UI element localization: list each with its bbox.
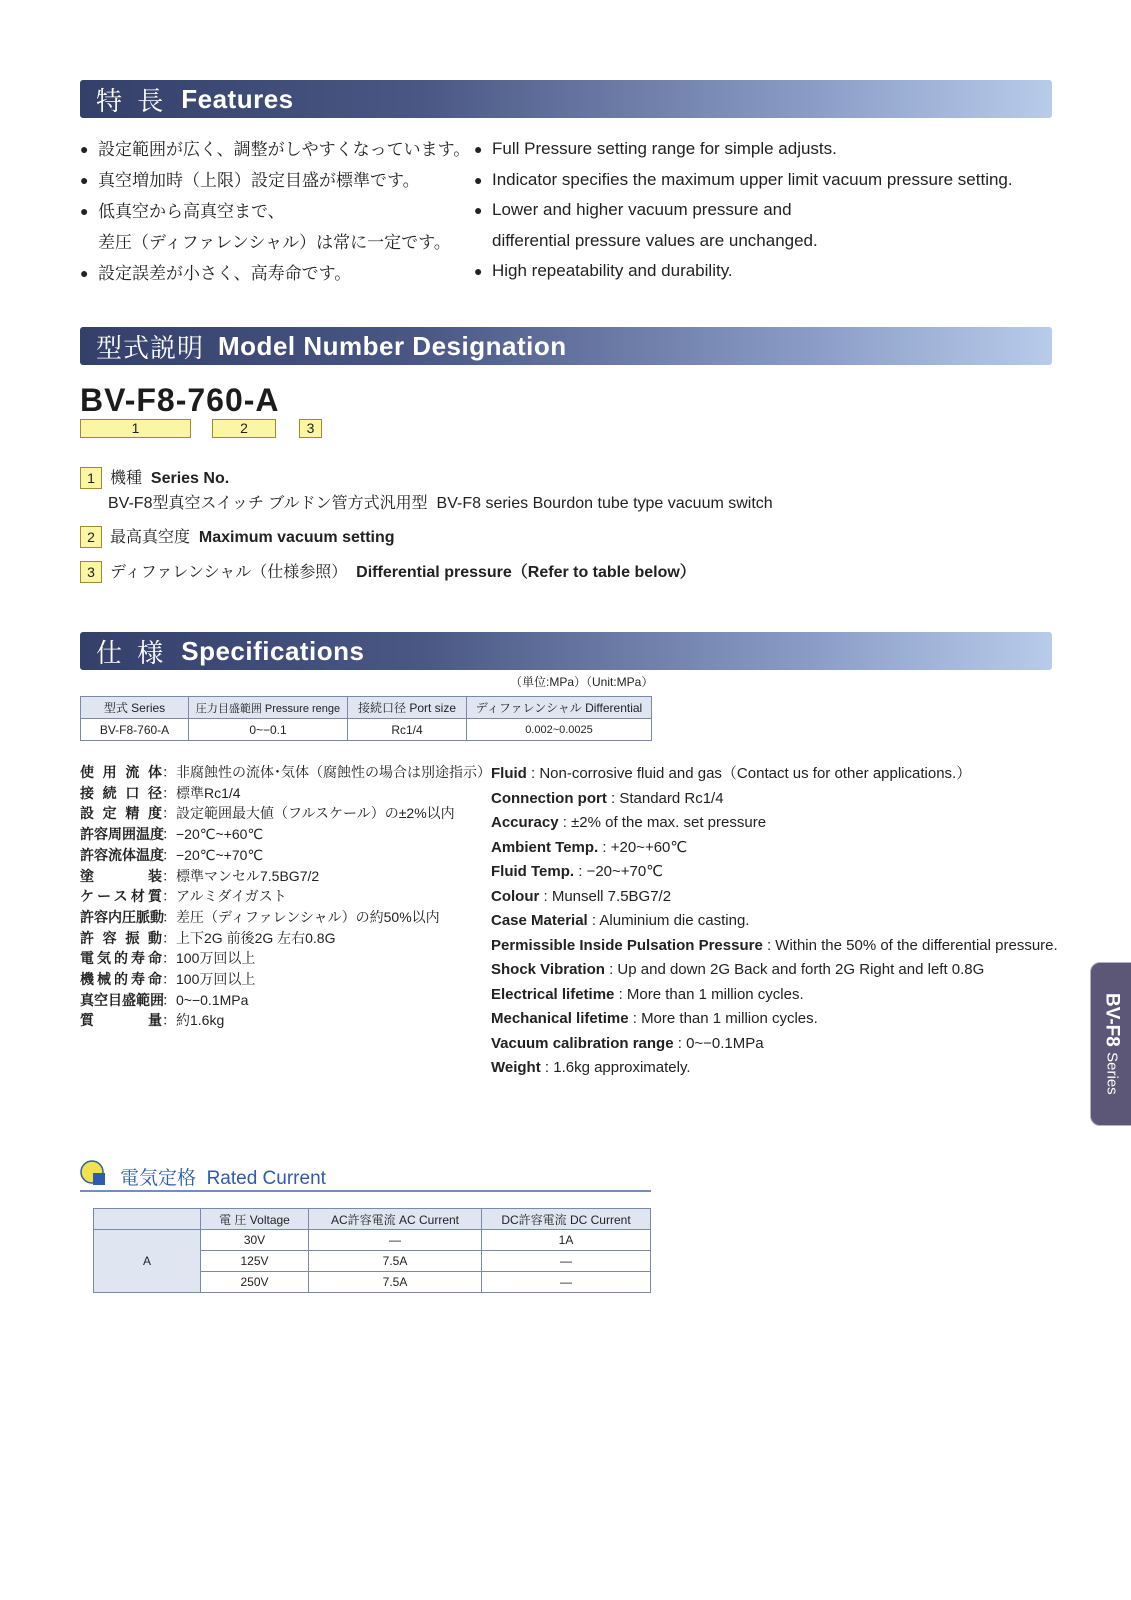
spec-jp-row: 塗装：標準マンセル7.5BG7/2: [80, 866, 491, 887]
spec-jp-row: 許容流体温度：−20℃~+70℃: [80, 845, 491, 866]
spec-en-key: Case Material: [491, 912, 588, 929]
spec-jp-value: 標準マンセル7.5BG7/2: [176, 867, 320, 884]
spec-jp-row: 機械的寿命：100万回以上: [80, 969, 491, 990]
spec-jp-key: 機械的寿命: [80, 971, 162, 988]
spec-en-key: Shock Vibration: [491, 961, 605, 978]
spec-jp-value: 非腐蝕性の流体･気体（腐蝕性の場合は別途指示）: [176, 764, 491, 780]
spec-en-value: : More than 1 million cycles.: [628, 1010, 818, 1027]
spec-jp-value: 設定範囲最大値（フルスケール）の±2%以内: [176, 805, 455, 822]
spec-en-key: Accuracy: [491, 814, 559, 831]
specs-unit-note: （単位:MPa）（Unit:MPa）: [510, 675, 654, 689]
specs-th-pressure: 圧力目盛範囲 Pressure renge: [189, 697, 348, 719]
feature-jp-item: ● 真空増加時（上限）設定目盛が標準です。: [80, 165, 470, 196]
spec-en-value: : 0~−0.1MPa: [673, 1034, 764, 1052]
spec-en-value: : ±2% of the max. set pressure: [558, 814, 767, 831]
model-item-en: Differential pressure（Refer to table below）: [356, 564, 696, 581]
rated-th-voltage: 電 圧 Voltage: [201, 1209, 309, 1230]
feature-en-item: ● Indicator specifies the maximum upper limit vacuum pressure setting.: [474, 165, 1013, 196]
model-item-1: [80, 465, 229, 489]
feature-jp-item: 差圧（ディファレンシャル）は常に一定です。: [98, 233, 451, 252]
spec-en-key: Permissible Inside Pulsation Pressure: [491, 936, 763, 954]
specs-td-pressure: 0~−0.1: [189, 719, 348, 741]
specs-list-en: [491, 762, 1058, 1081]
spec-jp-row: ケース材質：アルミダイガスト: [80, 886, 491, 907]
spec-jp-key: 許容周囲温度: [80, 826, 164, 843]
spec-en-key: Vacuum calibration range: [491, 1034, 674, 1052]
feature-jp-item: ● 低真空から高真空まで、: [80, 196, 470, 227]
model-item-3: [80, 559, 696, 583]
rated-th-dc: DC許容電流 DC Current: [482, 1209, 651, 1230]
spec-jp-key: 質量: [80, 1012, 162, 1029]
specs-list-jp: [80, 762, 491, 1031]
model-item-number: 2: [80, 526, 102, 548]
model-item-2: [80, 524, 395, 548]
rated-cell: 30V: [201, 1230, 309, 1251]
spec-en-row: [491, 860, 1058, 885]
feature-jp-item: ● 設定範囲が広く、調整がしやすくなっています。: [80, 134, 470, 165]
spec-en-value: : −20~+70℃: [574, 863, 664, 880]
spec-en-value: : More than 1 million cycles.: [614, 985, 804, 1003]
rated-th-ac: AC許容電流 AC Current: [309, 1209, 482, 1230]
spec-jp-value: −20℃~+60℃: [176, 826, 264, 843]
model-title-en: Model Number Designation: [218, 330, 567, 361]
spec-en-value: : Aluminium die casting.: [587, 912, 750, 929]
spec-jp-value: アルミダイガスト: [176, 888, 287, 905]
features-title-jp: 特 長: [96, 85, 168, 116]
series-side-tab: [1090, 962, 1131, 1126]
series-side-tab-label: [1101, 993, 1123, 1095]
spec-en-row: [491, 958, 1058, 983]
spec-en-value: : 1.6kg approximately.: [540, 1059, 691, 1076]
model-header: [80, 327, 1052, 365]
spec-jp-row: 設定精度：設定範囲最大値（フルスケール）の±2%以内: [80, 803, 491, 824]
features-list-en: [474, 134, 1013, 287]
spec-jp-key: 電気的寿命: [80, 950, 162, 967]
spec-en-key: Fluid: [491, 765, 527, 782]
feature-en-item: ● Full Pressure setting range for simple adjusts.: [474, 134, 1013, 165]
spec-en-value: : +20~+60℃: [598, 838, 688, 856]
features-list-jp: [80, 134, 470, 289]
rated-title-en: Rated Current: [206, 1168, 326, 1189]
spec-en-row: [491, 811, 1058, 836]
spec-jp-row: 質量：約1.6kg: [80, 1010, 491, 1031]
specs-th-series: 型式 Series: [81, 697, 189, 719]
rated-title-jp: 電気定格: [120, 1168, 197, 1189]
specs-title-en: Specifications: [181, 635, 365, 666]
specs-header: [80, 632, 1052, 670]
spec-jp-key: 接続口径: [80, 784, 162, 801]
model-part-box-3: 3: [299, 419, 322, 438]
rated-th-blank: [94, 1209, 201, 1230]
rated-cell: 1A: [482, 1230, 651, 1251]
spec-en-row: [491, 1007, 1058, 1032]
spec-jp-key: 許容流体温度: [80, 846, 164, 863]
side-tab-main: BV-F8: [1101, 993, 1123, 1048]
model-item-jp: 最高真空度: [110, 529, 191, 546]
spec-jp-value: 100万回以上: [176, 950, 256, 967]
spec-en-row: [491, 934, 1058, 959]
spec-en-row: [491, 1032, 1058, 1057]
specs-table: [80, 696, 652, 741]
model-part-box-2: 2: [212, 419, 276, 438]
spec-en-key: Connection port: [491, 789, 607, 807]
spec-en-value: : Non-corrosive fluid and gas（Contact us for other applications.）: [526, 765, 972, 782]
rated-group-cell: A: [94, 1230, 201, 1293]
features-header: [80, 80, 1052, 118]
spec-en-key: Ambient Temp.: [491, 838, 599, 856]
spec-jp-key: 塗装: [80, 867, 162, 884]
spec-jp-value: 0~−0.1MPa: [176, 991, 249, 1008]
spec-jp-row: 電気的寿命：100万回以上: [80, 948, 491, 969]
spec-en-row: [491, 983, 1058, 1008]
model-item-sub-jp: BV-F8型真空スイッチ ブルドン管方式汎用型: [108, 495, 428, 512]
model-part-box-1: 1: [80, 419, 191, 438]
feature-en-item: ● High repeatability and durability.: [474, 256, 1013, 287]
spec-jp-value: 100万回以上: [176, 971, 256, 988]
feature-en-item: ● Lower and higher vacuum pressure and: [474, 195, 1013, 226]
spec-jp-key: 許容振動: [80, 929, 162, 946]
spec-en-value: : Within the 50% of the differential pressure.: [762, 936, 1058, 954]
spec-jp-row: 許容周囲温度：−20℃~+60℃: [80, 824, 491, 845]
circle-square-icon: [80, 1160, 106, 1186]
specs-td-port: Rc1/4: [348, 719, 467, 741]
spec-jp-value: 標準Rc1/4: [176, 784, 241, 801]
rated-header: [80, 1160, 651, 1192]
spec-en-row: [491, 885, 1058, 910]
model-item-1-sub: [108, 490, 773, 513]
spec-en-key: Electrical lifetime: [491, 985, 615, 1003]
spec-jp-value: 約1.6kg: [176, 1012, 225, 1029]
spec-en-row: [491, 762, 1058, 787]
specs-td-series: BV-F8-760-A: [81, 719, 189, 741]
spec-jp-row: 真空目盛範囲：0~−0.1MPa: [80, 990, 491, 1011]
rated-cell: —: [482, 1272, 651, 1293]
rated-cell: —: [482, 1251, 651, 1272]
specs-th-port: 接続口径 Port size: [348, 697, 467, 719]
spec-jp-key: 設定精度: [80, 805, 162, 822]
spec-en-key: Fluid Temp.: [491, 863, 575, 880]
rated-table: [93, 1208, 651, 1293]
feature-en-item: differential pressure values are unchanged.: [492, 230, 818, 250]
model-code: BV-F8-760-A: [80, 382, 280, 418]
feature-jp-item: ● 設定誤差が小さく、高寿命です。: [80, 258, 470, 289]
side-tab-sub: Series: [1103, 1052, 1121, 1095]
spec-en-value: : Munsell 7.5BG7/2: [539, 887, 672, 905]
spec-en-key: Colour: [491, 887, 540, 905]
spec-en-row: [491, 836, 1058, 861]
spec-en-row: [491, 909, 1058, 934]
model-item-sub-en: BV-F8 series Bourdon tube type vacuum switch: [436, 495, 773, 512]
spec-jp-row: 使用流体：非腐蝕性の流体･気体（腐蝕性の場合は別途指示）: [80, 762, 491, 783]
rated-cell: 250V: [201, 1272, 309, 1293]
spec-en-row: [491, 787, 1058, 812]
spec-jp-key: 真空目盛範囲: [80, 991, 164, 1008]
rated-cell: —: [309, 1230, 482, 1251]
specs-th-differential: ディファレンシャル Differential: [467, 697, 652, 719]
spec-jp-row: 許容振動：上下2G 前後2G 左右0.8G: [80, 928, 491, 949]
features-title-en: Features: [181, 83, 294, 114]
spec-en-key: Weight: [491, 1059, 541, 1076]
model-item-en: Maximum vacuum setting: [198, 529, 395, 546]
model-item-number: 1: [80, 467, 102, 489]
spec-jp-value: 上下2G 前後2G 左右0.8G: [176, 929, 336, 946]
rated-cell: 125V: [201, 1251, 309, 1272]
spec-jp-row: 接続口径：標準Rc1/4: [80, 783, 491, 804]
spec-en-value: : Standard Rc1/4: [606, 789, 724, 807]
spec-jp-key: 許容内圧脈動: [80, 908, 164, 925]
rated-cell: 7.5A: [309, 1272, 482, 1293]
spec-jp-key: 使用流体: [80, 764, 162, 780]
rated-cell: 7.5A: [309, 1251, 482, 1272]
spec-jp-value: −20℃~+70℃: [176, 846, 264, 863]
model-title-jp: 型式説明: [96, 332, 205, 363]
model-item-number: 3: [80, 561, 102, 583]
model-item-jp: 機種: [110, 470, 143, 487]
spec-en-key: Mechanical lifetime: [491, 1010, 629, 1027]
model-item-en: Series No.: [150, 470, 230, 487]
spec-en-value: : Up and down 2G Back and forth 2G Right and left 0.8G: [604, 961, 985, 978]
specs-title-jp: 仕 様: [96, 637, 168, 668]
spec-en-row: [491, 1056, 1058, 1081]
specs-td-differential: 0.002~0.0025: [467, 719, 652, 741]
spec-jp-key: ケース材質: [80, 888, 162, 905]
spec-jp-row: 許容内圧脈動：差圧（ディファレンシャル）の約50%以内: [80, 907, 491, 928]
model-item-jp: ディファレンシャル（仕様参照）: [110, 564, 348, 581]
spec-jp-value: 差圧（ディファレンシャル）の約50%以内: [176, 908, 440, 925]
rated-title: [120, 1163, 326, 1190]
